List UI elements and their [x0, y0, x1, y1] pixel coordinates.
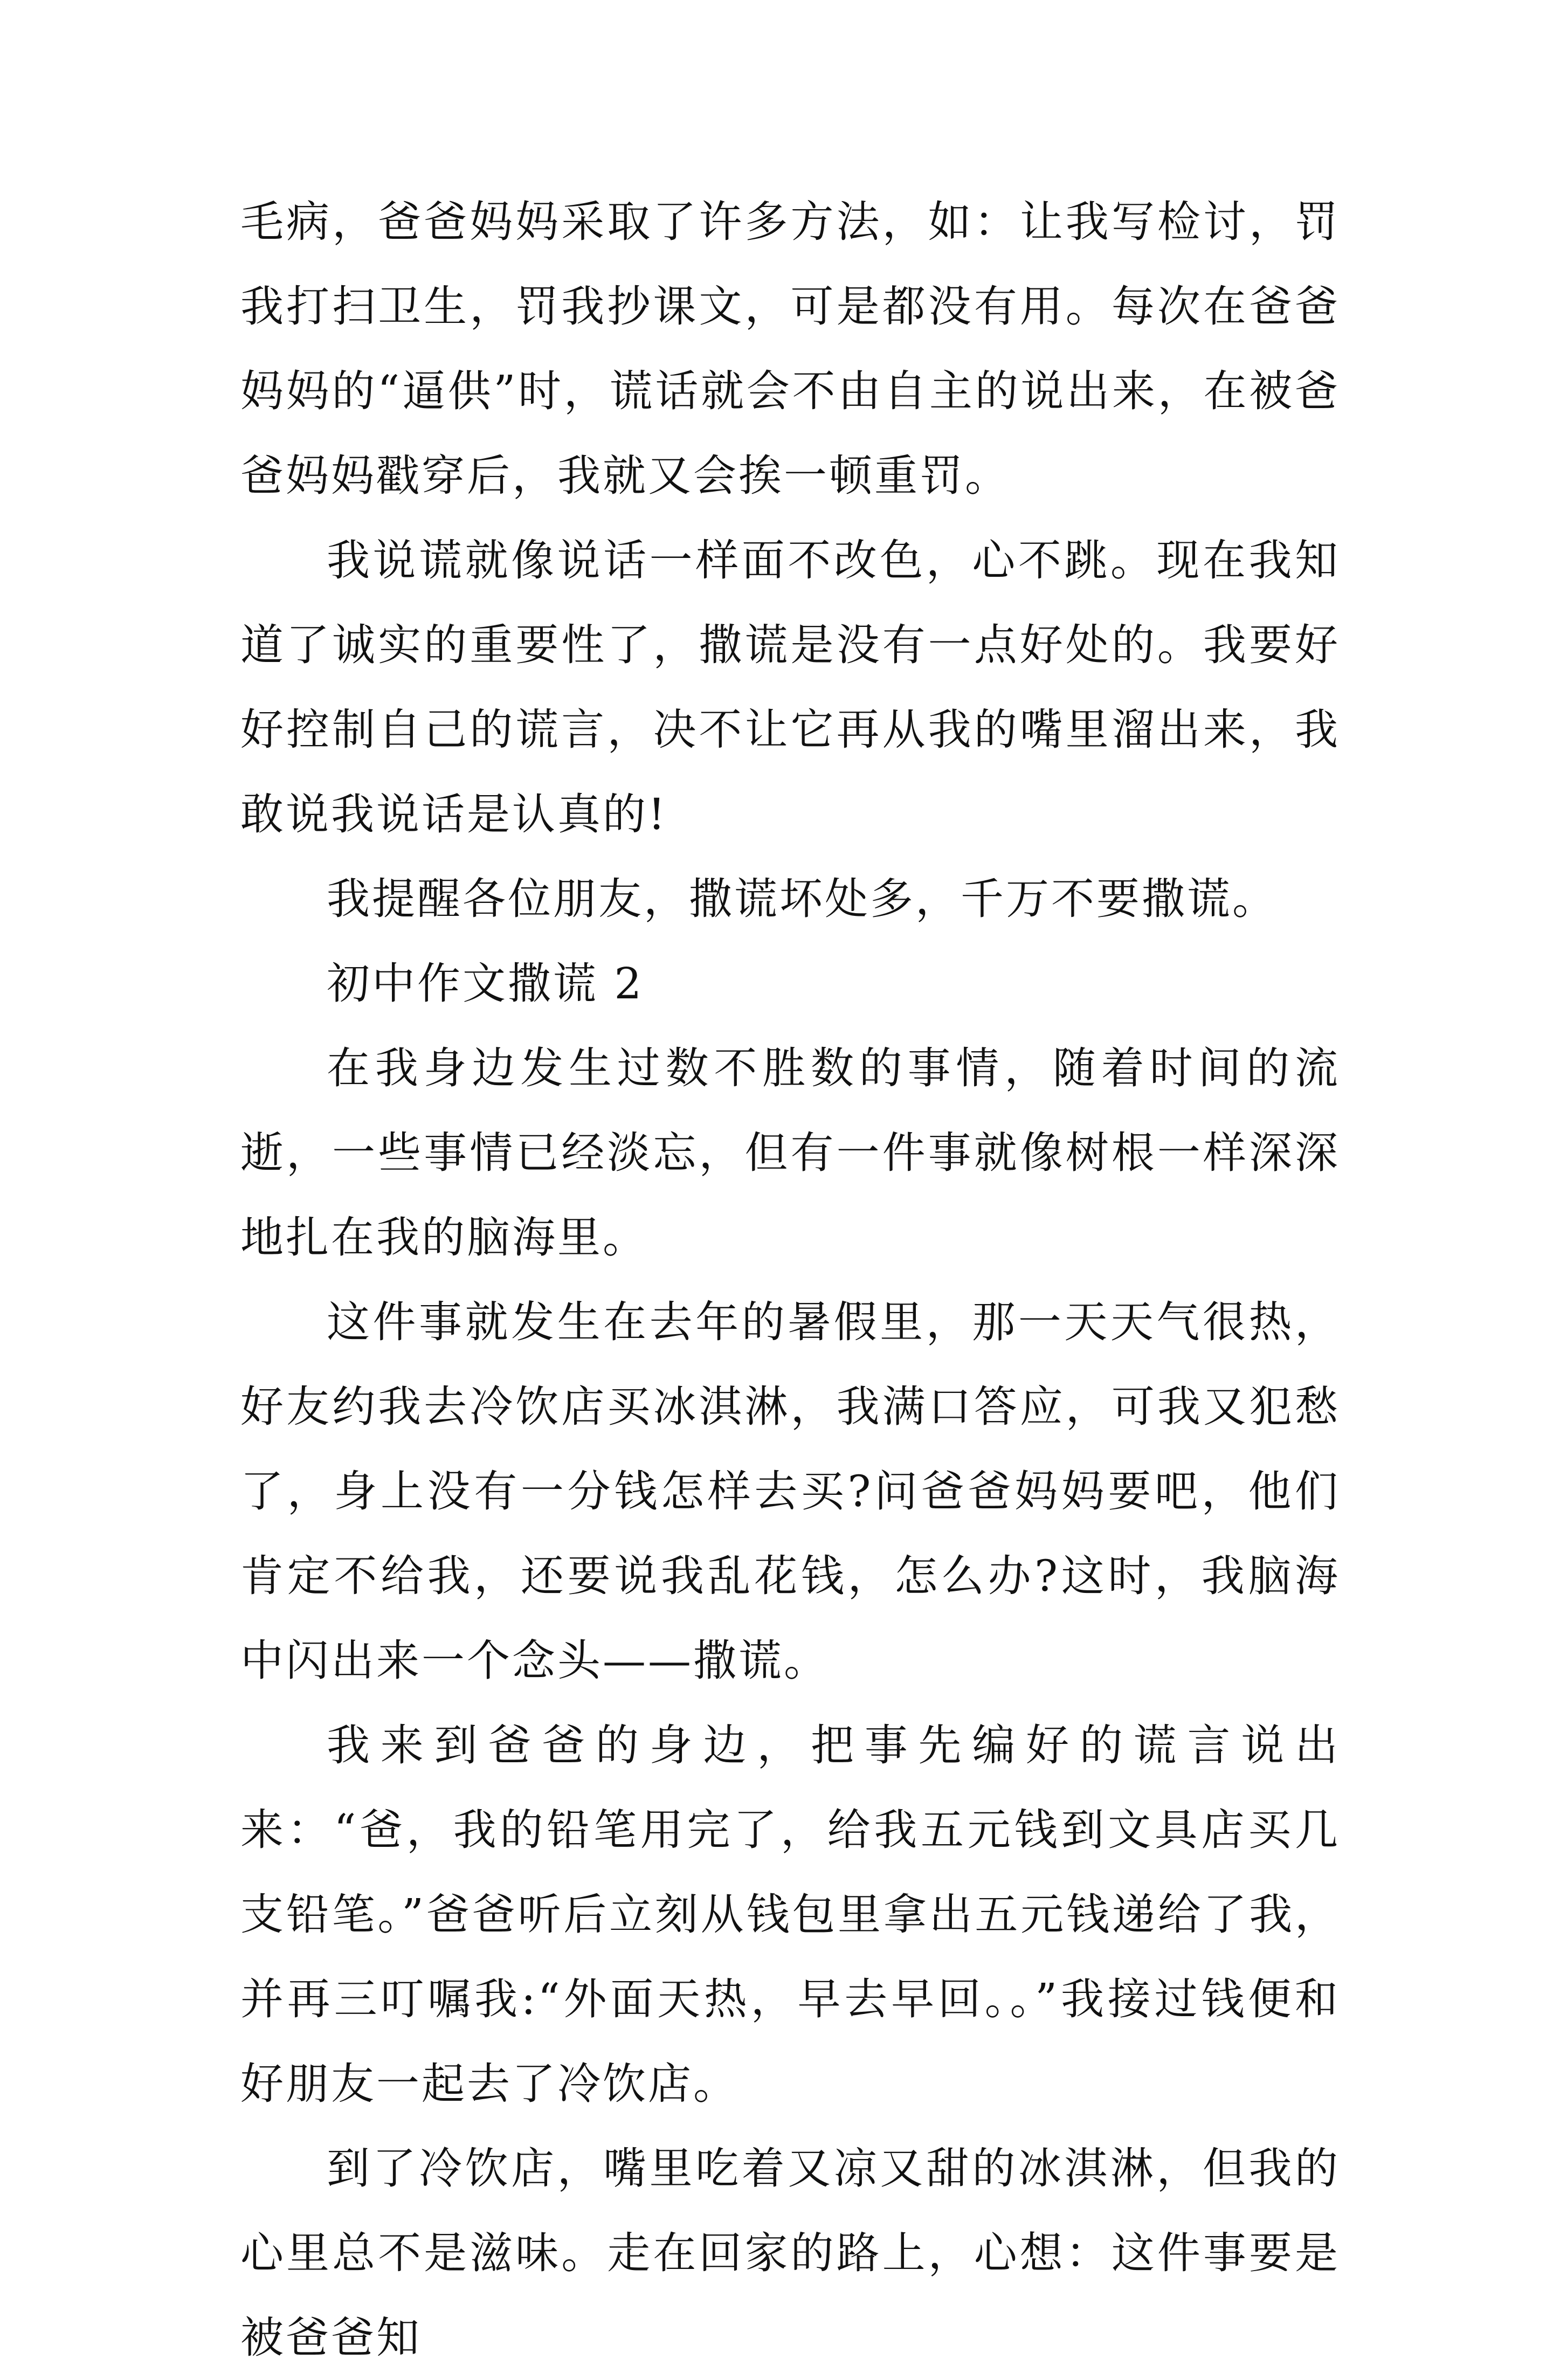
section-heading: 初中作文撒谎 2 — [327, 958, 644, 1009]
paragraph: 我来到爸爸的身边，把事先编好的谎言说出来：“爸，我的铅笔用完了，给我五元钱到文具店买几支铅笔。”爸爸听后立刻从钱包里拿出五元钱递给了我，并再三叮嘱我:“外面天热，早去早回。。”我接过钱便和好朋友一起去了冷饮店。 — [240, 1720, 1340, 2109]
paragraph: 到了冷饮店，嘴里吃着又凉又甜的冰淇淋，但我的心里总不是滋味。走在回家的路上，心想：这件事要是被爸爸知 — [240, 2143, 1340, 2363]
paragraph: 这件事就发生在去年的暑假里，那一天天气很热，好友约我去冷饮店买冰淇淋，我满口答应，可我又犯愁了，身上没有一分钱怎样去买?问爸爸妈妈要吧，他们肯定不给我，还要说我乱花钱，怎么办?这时，我脑海中闪出来一个念头——撒谎。 — [240, 1297, 1340, 1686]
paragraph-continued: 毛病，爸爸妈妈采取了许多方法，如：让我写检讨，罚我打扫卫生，罚我抄课文，可是都没有用。每次在爸爸妈妈的“逼供”时，谎话就会不由自主的说出来，在被爸爸妈妈戳穿后，我就又会挨一顿重罚。 — [240, 197, 1340, 501]
paragraph: 在我身边发生过数不胜数的事情，随着时间的流逝，一些事情已经淡忘，但有一件事就像树根一样深深地扎在我的脑海里。 — [240, 1043, 1340, 1263]
paragraph: 我提醒各位朋友，撒谎坏处多，千万不要撒谎。 — [327, 874, 1278, 924]
paragraph: 我说谎就像说话一样面不改色，心不跳。现在我知道了诚实的重要性了，撒谎是没有一点好处的。我要好好控制自己的谎言，决不让它再从我的嘴里溜出来，我敢说我说话是认真的! — [240, 535, 1340, 839]
document-body — [240, 180, 1340, 2380]
